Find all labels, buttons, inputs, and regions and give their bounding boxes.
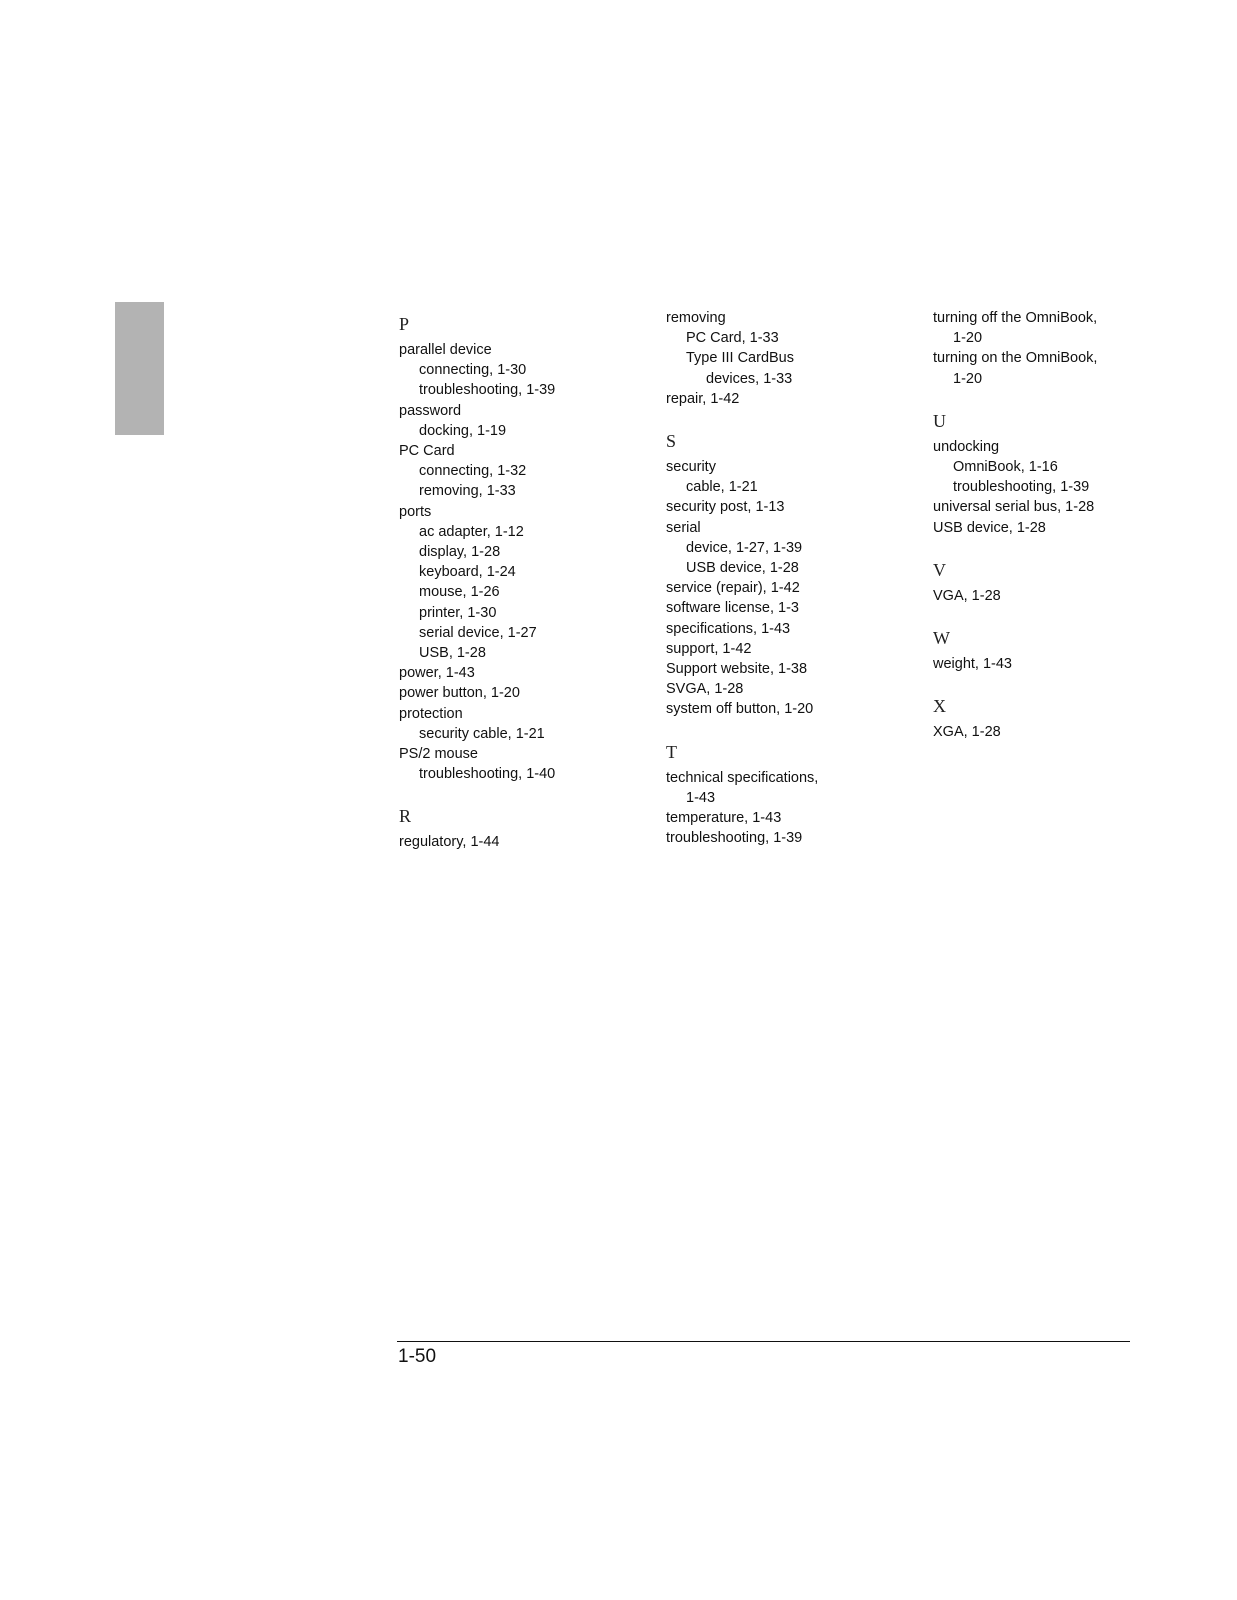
index-section bbox=[933, 554, 1173, 606]
index-subentry: USB device, 1-28 bbox=[686, 560, 799, 577]
index-entry: support, 1-42 bbox=[666, 640, 752, 657]
index-entry: repair, 1-42 bbox=[666, 390, 740, 407]
index-subentry: keyboard, 1-24 bbox=[419, 564, 516, 581]
index-entry: system off button, 1-20 bbox=[666, 701, 814, 718]
index-entry: turning on the OmniBook, bbox=[933, 350, 1098, 367]
index-entry-list bbox=[666, 768, 906, 849]
index-subentry: printer, 1-30 bbox=[419, 604, 497, 621]
index-section bbox=[933, 690, 1173, 742]
index-entry: VGA, 1-28 bbox=[933, 587, 1001, 604]
index-letter-heading: T bbox=[666, 741, 677, 762]
index-entry: parallel device bbox=[399, 342, 492, 358]
index-entry: password bbox=[399, 402, 462, 419]
index-entry: undocking bbox=[933, 438, 1000, 455]
index-entry: power, 1-43 bbox=[399, 665, 475, 682]
index-subentry: OmniBook, 1-16 bbox=[953, 459, 1058, 476]
index-subentry: serial device, 1-27 bbox=[419, 624, 537, 641]
index-subentry: cable, 1-21 bbox=[686, 479, 758, 496]
index-subentry: 1-20 bbox=[953, 330, 983, 347]
index-entry: weight, 1-43 bbox=[933, 656, 1012, 673]
index-entry: security bbox=[666, 459, 716, 476]
index-entry: security post, 1-13 bbox=[666, 499, 785, 516]
index-subentry: troubleshooting, 1-40 bbox=[419, 766, 556, 783]
index-entry: technical specifications, bbox=[666, 769, 819, 786]
index-subentry: ac adapter, 1-12 bbox=[419, 523, 524, 540]
index-entry: SVGA, 1-28 bbox=[666, 681, 744, 698]
index-entry: turning off the OmniBook, bbox=[933, 310, 1098, 326]
index-section bbox=[399, 308, 639, 784]
index-subentry: docking, 1-19 bbox=[419, 422, 507, 439]
index-entry-list bbox=[666, 457, 906, 720]
index-subentry: USB, 1-28 bbox=[419, 645, 486, 662]
footer-rule bbox=[397, 1341, 1130, 1342]
index-letter-heading: S bbox=[666, 431, 677, 452]
index-subentry: device, 1-27, 1-39 bbox=[686, 539, 803, 556]
index-entry: regulatory, 1-44 bbox=[399, 834, 500, 851]
index-entry: protection bbox=[399, 705, 463, 722]
index-section bbox=[666, 308, 906, 409]
index-subentry: removing, 1-33 bbox=[419, 483, 516, 500]
index-entry: service (repair), 1-42 bbox=[666, 580, 800, 597]
chapter-edge-tab bbox=[115, 302, 164, 435]
index-subentry: display, 1-28 bbox=[419, 544, 501, 561]
index-subentry: connecting, 1-30 bbox=[419, 362, 527, 379]
index-letter-heading: R bbox=[399, 806, 412, 827]
index-entry-list bbox=[399, 340, 639, 784]
page-number: 1-50 bbox=[398, 1346, 437, 1367]
index-entry-list bbox=[399, 832, 639, 852]
index-entry-list bbox=[933, 722, 1173, 742]
index-subentry: Type III CardBus bbox=[686, 350, 794, 367]
index-entry: removing bbox=[666, 310, 726, 326]
index-entry: power button, 1-20 bbox=[399, 685, 520, 702]
index-entry-list bbox=[933, 654, 1173, 674]
index-subentry: 1-43 bbox=[686, 789, 716, 806]
index-entry: PC Card bbox=[399, 443, 455, 460]
index-subentry: troubleshooting, 1-39 bbox=[419, 382, 556, 399]
index-entry: software license, 1-3 bbox=[666, 600, 799, 617]
index-letter-heading: X bbox=[933, 696, 946, 717]
index-entry: PS/2 mouse bbox=[399, 746, 478, 763]
index-entry-list bbox=[933, 308, 1173, 389]
index-subentry: security cable, 1-21 bbox=[419, 725, 545, 742]
index-entry-list bbox=[933, 437, 1173, 538]
index-section bbox=[933, 622, 1173, 674]
index-column-3 bbox=[933, 308, 1173, 742]
index-letter-heading: W bbox=[933, 628, 950, 649]
index-entry: troubleshooting, 1-39 bbox=[666, 830, 803, 847]
index-section bbox=[666, 425, 906, 720]
index-column-1 bbox=[399, 308, 639, 853]
index-subentry: devices, 1-33 bbox=[706, 370, 793, 387]
index-entry: USB device, 1-28 bbox=[933, 519, 1046, 536]
index-letter-heading: V bbox=[933, 559, 946, 580]
index-subentry: mouse, 1-26 bbox=[419, 584, 500, 601]
index-letter-heading: U bbox=[933, 410, 946, 431]
index-section bbox=[399, 800, 639, 852]
index-entry: specifications, 1-43 bbox=[666, 620, 791, 637]
index-subentry: connecting, 1-32 bbox=[419, 463, 527, 480]
index-subentry: troubleshooting, 1-39 bbox=[953, 479, 1090, 496]
index-section bbox=[933, 405, 1173, 538]
index-entry-list bbox=[666, 308, 906, 409]
index-entry: Support website, 1-38 bbox=[666, 661, 808, 678]
index-section bbox=[666, 736, 906, 849]
index-entry: universal serial bus, 1-28 bbox=[933, 499, 1095, 516]
index-entry: serial bbox=[666, 519, 701, 536]
index-entry: ports bbox=[399, 503, 432, 520]
index-entry: temperature, 1-43 bbox=[666, 810, 782, 827]
index-subentry: 1-20 bbox=[953, 370, 983, 387]
index-column-2 bbox=[666, 308, 906, 848]
index-section bbox=[933, 308, 1173, 389]
index-entry-list bbox=[933, 586, 1173, 606]
index-entry: XGA, 1-28 bbox=[933, 724, 1001, 741]
index-subentry: PC Card, 1-33 bbox=[686, 330, 779, 347]
index-letter-heading: P bbox=[399, 314, 410, 334]
